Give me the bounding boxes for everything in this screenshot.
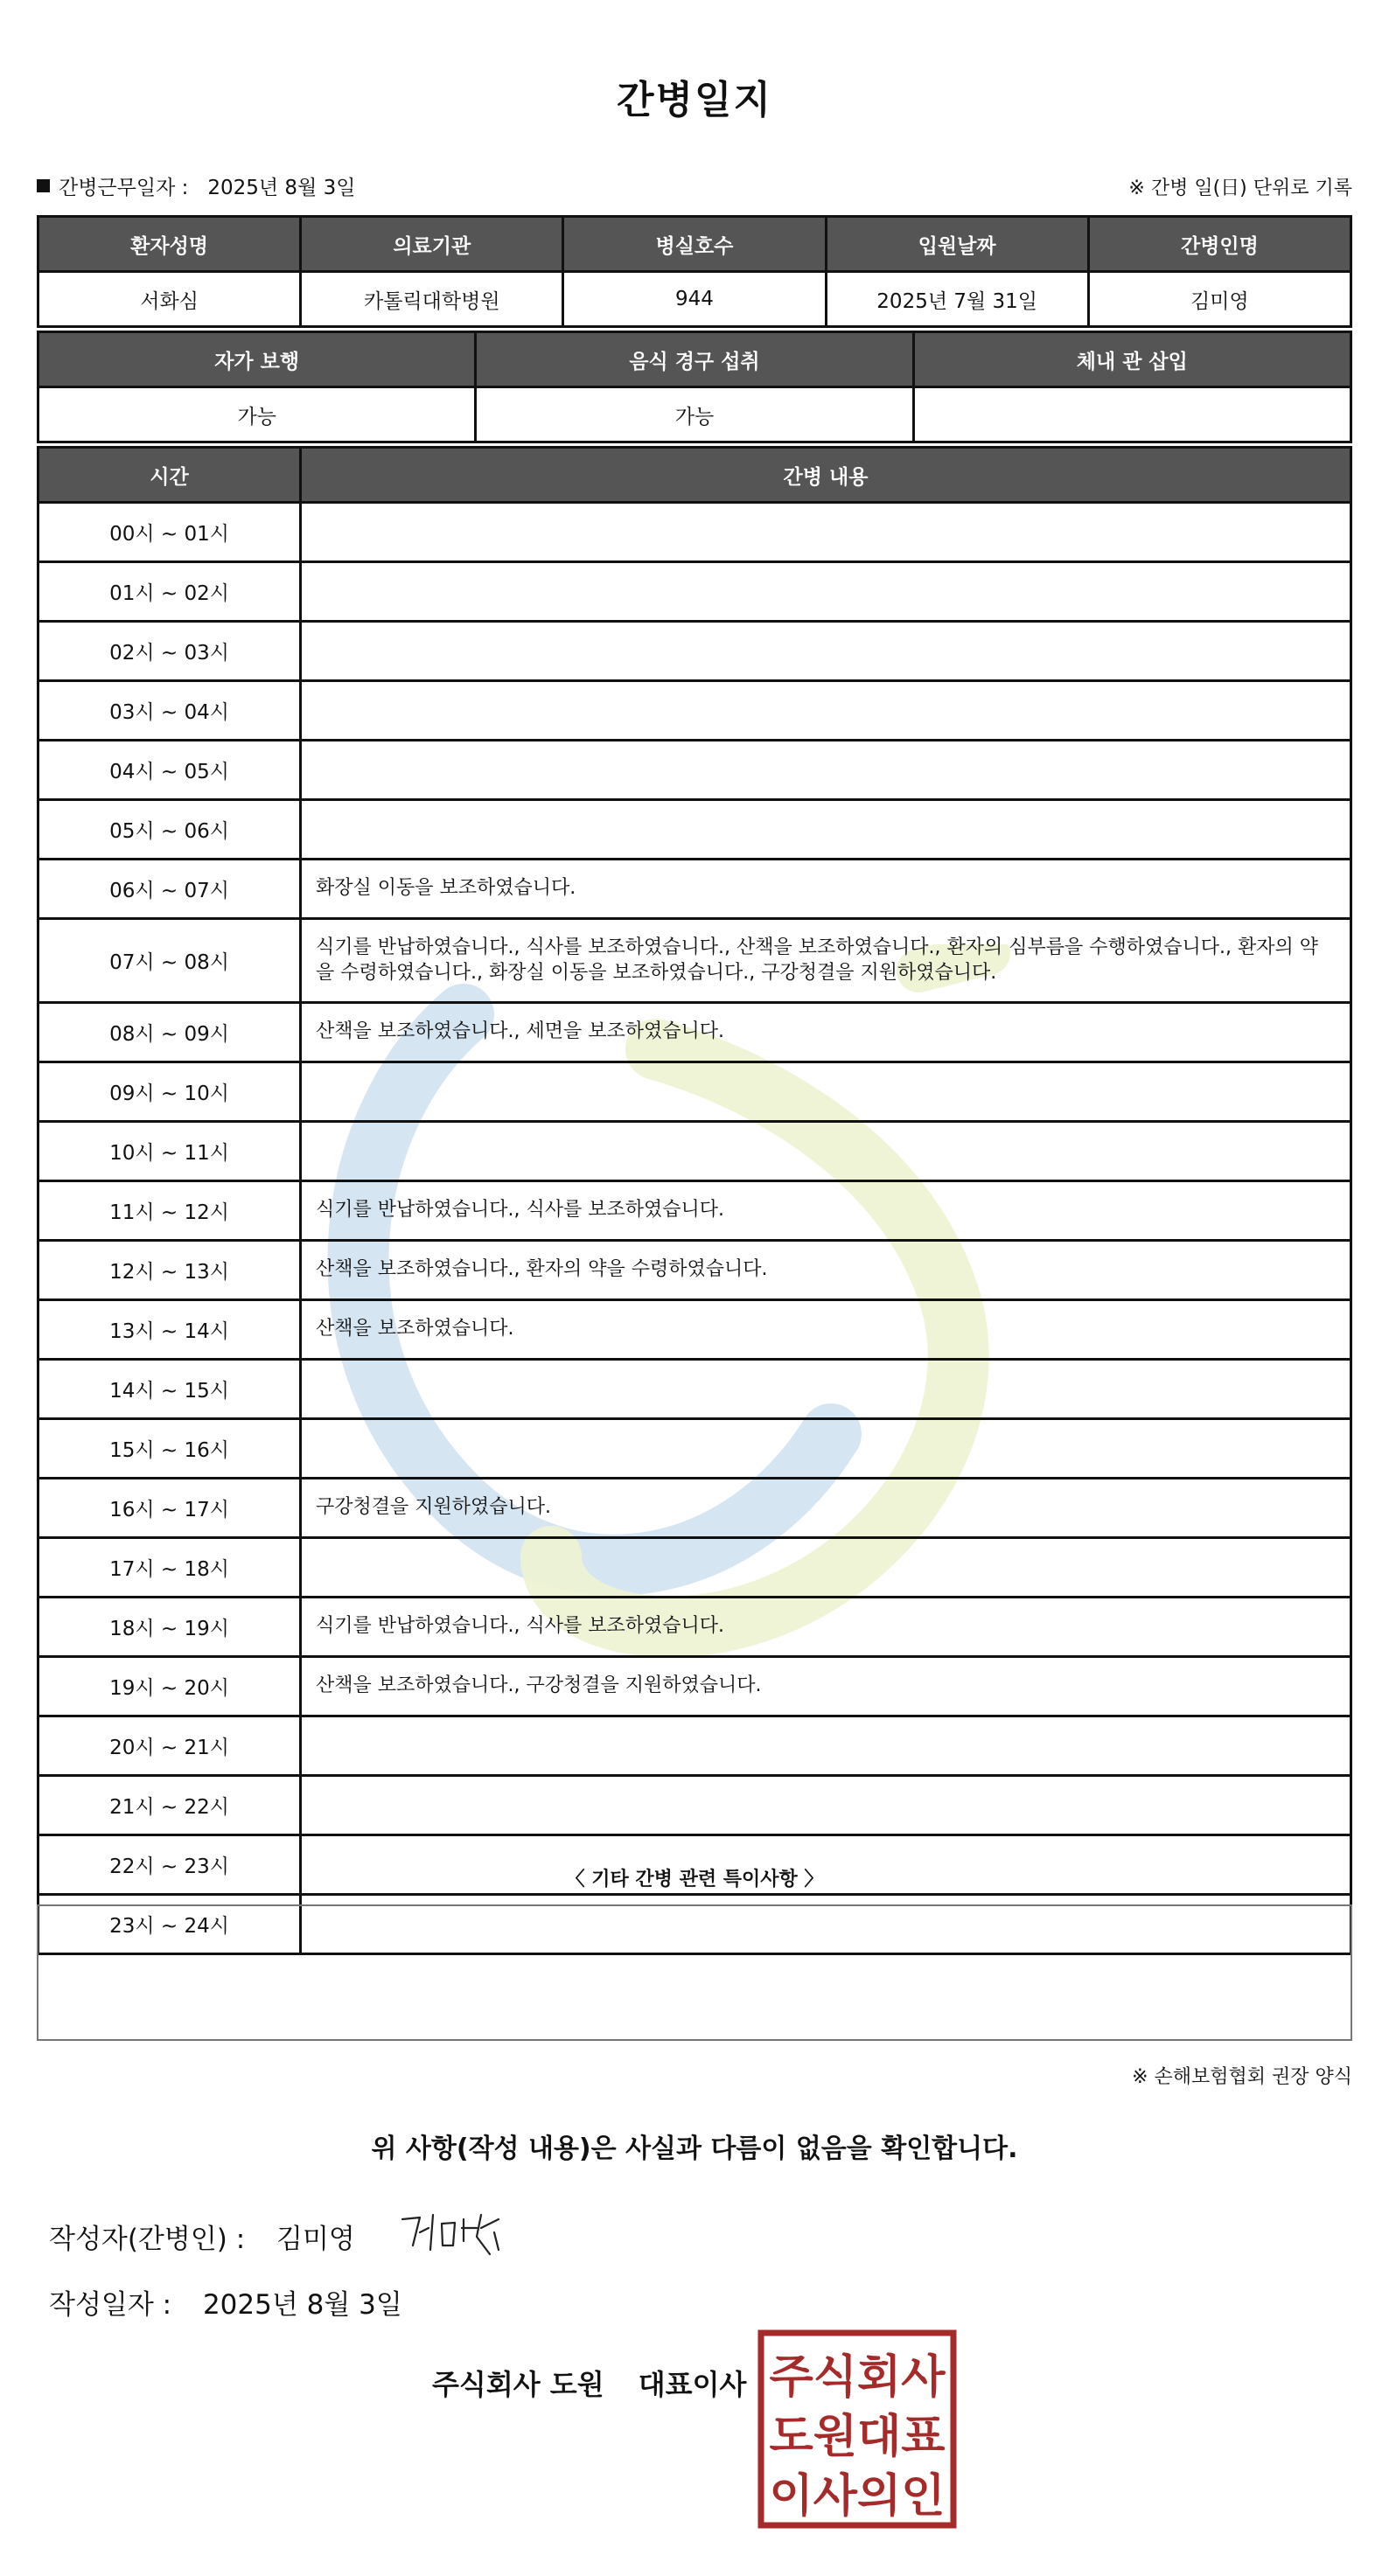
time-slot: 07시 ~ 08시 <box>38 919 301 1003</box>
care-log-row <box>38 562 1351 622</box>
handwritten-signature <box>394 2202 534 2263</box>
time-slot: 14시 ~ 15시 <box>38 1360 301 1419</box>
time-slot: 10시 ~ 11시 <box>38 1122 301 1181</box>
tube-insertion-value <box>913 387 1351 442</box>
header-cell: 환자성명 <box>38 217 301 272</box>
writer-name: 김미영 <box>276 2224 355 2255</box>
written-date-label: 작성일자 : <box>49 2289 172 2321</box>
self-walking-value: 가능 <box>38 387 476 442</box>
time-slot: 13시 ~ 14시 <box>38 1300 301 1360</box>
header-cell: 시간 <box>38 448 301 503</box>
status-header-row <box>38 332 1351 387</box>
page-title: 간병일지 <box>616 78 772 122</box>
care-log-row <box>38 1479 1351 1538</box>
care-log-row <box>38 1360 1351 1419</box>
care-log-table <box>37 446 1352 1955</box>
care-content <box>301 1062 1351 1122</box>
time-slot: 16시 ~ 17시 <box>38 1479 301 1538</box>
care-log-row <box>38 622 1351 681</box>
time-slot: 03시 ~ 04시 <box>38 681 301 741</box>
care-log-row <box>38 1419 1351 1479</box>
care-log-row <box>38 503 1351 562</box>
seal-line: 주식회사 <box>769 2351 946 2404</box>
admission-date: 2025년 7월 31일 <box>826 272 1088 327</box>
care-content: 산책을 보조하였습니다., 세면을 보조하였습니다. <box>301 1003 1351 1062</box>
special-notes-title: 〈 기타 간병 관련 특이사항 〉 <box>565 1869 824 1890</box>
care-content: 산책을 보조하였습니다. <box>301 1300 1351 1360</box>
header-cell: 의료기관 <box>301 217 563 272</box>
time-slot: 18시 ~ 19시 <box>38 1598 301 1657</box>
patient-info-value-row <box>38 272 1351 327</box>
care-log-row <box>38 1716 1351 1776</box>
care-content: 구강청결을 지원하였습니다. <box>301 1479 1351 1538</box>
care-log-row <box>38 1241 1351 1300</box>
header-cell: 간병 내용 <box>301 448 1351 503</box>
care-log-row <box>38 681 1351 741</box>
header-cell: 입원날짜 <box>826 217 1088 272</box>
time-slot: 11시 ~ 12시 <box>38 1181 301 1241</box>
care-content <box>301 1419 1351 1479</box>
header-cell: 병실호수 <box>563 217 826 272</box>
care-log-header-row <box>38 448 1351 503</box>
care-content <box>301 1716 1351 1776</box>
time-slot: 02시 ~ 03시 <box>38 622 301 681</box>
time-slot: 21시 ~ 22시 <box>38 1776 301 1835</box>
writer-line <box>49 2217 355 2256</box>
care-content: 산책을 보조하였습니다., 환자의 약을 수령하였습니다. <box>301 1241 1351 1300</box>
care-log-row <box>38 1538 1351 1598</box>
care-content: 식기를 반납하였습니다., 식사를 보조하였습니다. <box>301 1598 1351 1657</box>
time-slot: 09시 ~ 10시 <box>38 1062 301 1122</box>
confirmation-statement: 위 사항(작성 내용)은 사실과 다름이 없음을 확인합니다. <box>371 2134 1018 2164</box>
hospital-name: 카톨릭대학병원 <box>301 272 563 327</box>
care-content <box>301 1538 1351 1598</box>
care-content <box>301 1122 1351 1181</box>
status-info-table <box>37 331 1352 443</box>
care-content <box>301 622 1351 681</box>
company-seal <box>757 2329 957 2529</box>
care-log-row <box>38 1776 1351 1835</box>
care-log-row <box>38 919 1351 1003</box>
writer-label: 작성자(간병인) : <box>49 2224 246 2255</box>
time-slot: 22시 ~ 23시 <box>38 1835 301 1895</box>
written-date-value: 2025년 8월 3일 <box>202 2289 402 2321</box>
work-date-value: 2025년 8월 3일 <box>207 177 356 199</box>
ceo-title: 대표이사 <box>638 2368 747 2401</box>
seal-line: 도원대표 <box>769 2411 946 2463</box>
care-content <box>301 1360 1351 1419</box>
care-log-row <box>38 860 1351 919</box>
care-content: 식기를 반납하였습니다., 식사를 보조하였습니다. <box>301 1181 1351 1241</box>
care-log-row <box>38 1003 1351 1062</box>
care-content <box>301 681 1351 741</box>
time-slot: 15시 ~ 16시 <box>38 1419 301 1479</box>
company-signoff <box>432 2363 746 2403</box>
status-value-row <box>38 387 1351 442</box>
patient-info-header-row <box>38 217 1351 272</box>
care-log-row <box>38 741 1351 800</box>
time-slot: 19시 ~ 20시 <box>38 1657 301 1716</box>
care-content: 화장실 이동을 보조하였습니다. <box>301 860 1351 919</box>
care-log-row <box>38 1181 1351 1241</box>
care-log-row <box>38 800 1351 860</box>
caregiver-name: 김미영 <box>1088 272 1351 327</box>
time-slot: 20시 ~ 21시 <box>38 1716 301 1776</box>
care-log-row <box>38 1300 1351 1360</box>
care-log-row <box>38 1598 1351 1657</box>
room-number: 944 <box>563 272 826 327</box>
time-slot: 17시 ~ 18시 <box>38 1538 301 1598</box>
care-content <box>301 1776 1351 1835</box>
time-slot: 23시 ~ 24시 <box>38 1895 301 1954</box>
work-date <box>37 171 355 200</box>
care-content <box>301 503 1351 562</box>
time-slot: 05시 ~ 06시 <box>38 800 301 860</box>
care-content: 식기를 반납하였습니다., 식사를 보조하였습니다., 산책을 보조하였습니다., 환자의 심부름을 수행하였습니다., 환자의 약을 수령하였습니다., 화장실 이동을 보조하였습니다., 구강청결을 지원하였습니다. <box>301 919 1351 1003</box>
time-slot: 08시 ~ 09시 <box>38 1003 301 1062</box>
time-slot: 12시 ~ 13시 <box>38 1241 301 1300</box>
care-log-row <box>38 1657 1351 1716</box>
care-content <box>301 562 1351 622</box>
time-slot: 06시 ~ 07시 <box>38 860 301 919</box>
care-log-row <box>38 1062 1351 1122</box>
patient-name: 서화심 <box>38 272 301 327</box>
company-name: 주식회사 도원 <box>432 2368 604 2401</box>
time-slot: 00시 ~ 01시 <box>38 503 301 562</box>
patient-info-table <box>37 215 1352 328</box>
written-date-line <box>49 2282 402 2322</box>
header-cell: 음식 경구 섭취 <box>476 332 913 387</box>
care-content <box>301 800 1351 860</box>
time-slot: 01시 ~ 02시 <box>38 562 301 622</box>
header-cell: 체내 관 삽입 <box>913 332 1351 387</box>
oral-intake-value: 가능 <box>476 387 913 442</box>
care-content <box>301 741 1351 800</box>
header-cell: 자가 보행 <box>38 332 476 387</box>
association-note: ※ 손해보험협회 권장 양식 <box>1132 2066 1352 2088</box>
header-cell: 간병인명 <box>1088 217 1351 272</box>
square-bullet-icon <box>37 179 50 192</box>
seal-line: 이사의인 <box>769 2470 946 2523</box>
time-slot: 04시 ~ 05시 <box>38 741 301 800</box>
special-notes-box <box>37 1904 1352 2041</box>
unit-note: ※ 간병 일(日) 단위로 기록 <box>1128 178 1352 199</box>
care-content: 산책을 보조하였습니다., 구강청결을 지원하였습니다. <box>301 1657 1351 1716</box>
care-log-row <box>38 1122 1351 1181</box>
work-date-label: 간병근무일자 : <box>59 177 189 199</box>
